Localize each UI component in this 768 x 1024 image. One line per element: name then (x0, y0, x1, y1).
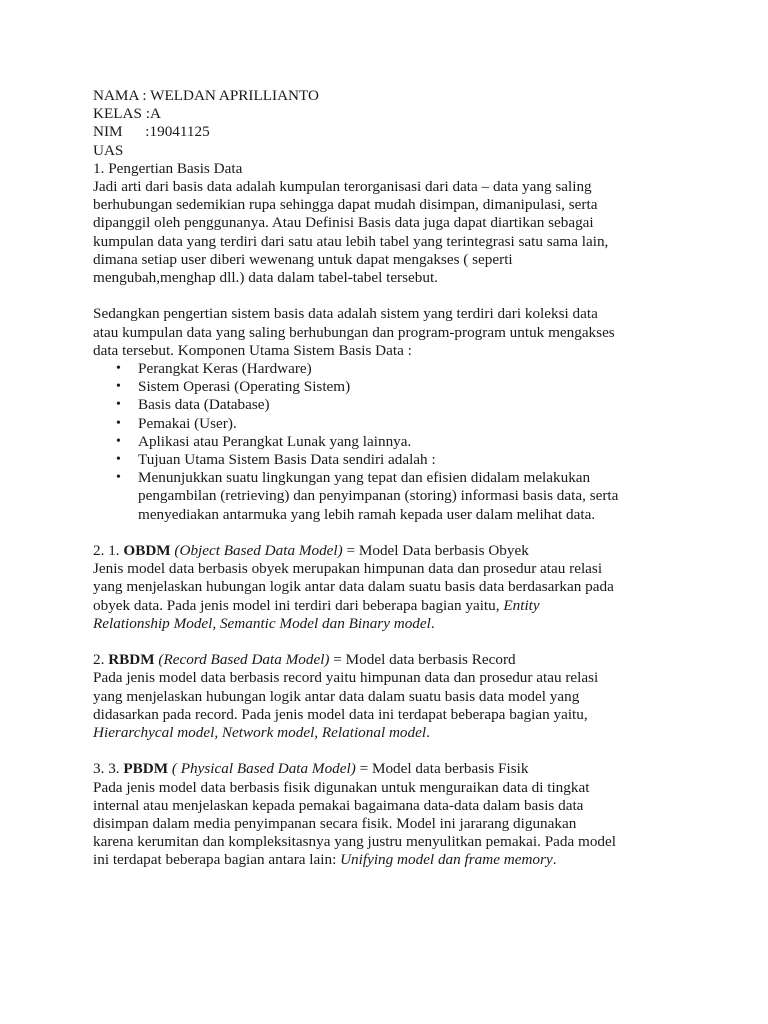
paragraph-line: berhubungan sedemikian rupa sehingga dapat mudah disimpan, dimanipulasi, serta (93, 196, 598, 214)
heading-acronym: RBDM (108, 651, 155, 669)
heading-meaning: = Model data berbasis Record (329, 651, 516, 669)
student-name: NAMA : WELDAN APRILLIANTO (93, 87, 319, 104)
paragraph-line (93, 597, 708, 615)
paragraph-end: . (552, 851, 557, 869)
list-item: • Basis data (Database) (116, 396, 708, 414)
section1-paragraph2 (93, 305, 708, 360)
paragraph-gap (93, 742, 708, 760)
paragraph-italic: Unifying model dan frame memory (340, 851, 553, 869)
heading-expansion: ( Physical Based Data Model) (168, 760, 356, 778)
paragraph-line: dipanggil oleh penggunanya. Atau Definisi Basis data juga dapat diartikan sebagai (93, 214, 594, 232)
heading-meaning: = Model Data berbasis Obyek (342, 542, 529, 560)
paragraph-line: data tersebut. Komponen Utama Sistem Basis Data : (93, 341, 412, 359)
paragraph-line: yang menjelaskan hubungan logik antar data dalam suatu basis data model yang (93, 687, 580, 705)
paragraph-line (93, 615, 708, 633)
list-item: • Tujuan Utama Sistem Basis Data sendiri adalah : (116, 451, 708, 469)
paragraph-line: didasarkan pada record. Pada jenis model data ini terdapat beberapa bagian yaitu, (93, 705, 588, 723)
paragraph-italic: Relationship Model, Semantic Model dan Binary model (93, 614, 431, 632)
heading-prefix: 2. 1. (93, 542, 124, 560)
section1-title: 1. Pengertian Basis Data (93, 159, 243, 177)
heading-acronym: PBDM (123, 760, 169, 778)
heading-expansion: (Record Based Data Model) (154, 651, 330, 669)
paragraph-gap (93, 524, 708, 542)
heading-acronym: OBDM (123, 542, 171, 560)
paragraph-line: mengubah,menghap dll.) data dalam tabel-tabel tersebut. (93, 269, 438, 287)
heading-expansion: (Object Based Data Model) (170, 542, 343, 560)
paragraph-gap (93, 633, 708, 651)
obdm-heading (93, 542, 708, 560)
paragraph-line: disimpan dalam media penyimpanan secara fisik. Model ini jararang digunakan (93, 815, 577, 833)
paragraph-line: karena kerumitan dan kompleksitasnya yang justru menyulitkan pemakai. Pada model (93, 833, 616, 851)
paragraph-line (93, 724, 708, 742)
paragraph-line: Jadi arti dari basis data adalah kumpulan terorganisasi dari data – data yang saling (93, 178, 592, 196)
list-item-goal (116, 469, 708, 524)
rbdm-heading (93, 651, 708, 669)
paragraph-gap (93, 287, 708, 305)
exam-label: UAS (93, 141, 124, 159)
heading-prefix: 2. (93, 651, 109, 669)
list-item: • Sistem Operasi (Operating Sistem) (116, 378, 708, 396)
section-pbdm (93, 760, 708, 869)
section1-paragraph1 (93, 178, 708, 287)
paragraph-line: Jenis model data berbasis obyek merupakan himpunan data dan prosedur atau relasi (93, 560, 603, 578)
student-class: KELAS :A (93, 105, 161, 123)
paragraph-italic: Hierarchycal model, Network model, Relational model (93, 724, 427, 742)
paragraph-line (93, 851, 708, 869)
paragraph-italic: Entity (503, 596, 540, 614)
paragraph-line: yang menjelaskan hubungan logik antar data dalam suatu basis data berdasarkan pada (93, 578, 614, 596)
paragraph-line: internal atau menjelaskan kepada pemakai bagaimana data-data dalam basis data (93, 796, 584, 814)
paragraph-line: kumpulan data yang terdiri dari satu atau lebih tabel yang terintegrasi satu sama lain, (93, 232, 609, 250)
heading-prefix: 3. 3. (93, 760, 124, 778)
paragraph-text: ini terdapat beberapa bagian antara lain: (93, 851, 341, 869)
list-item: • Aplikasi atau Perangkat Lunak yang lainnya. (116, 433, 708, 451)
list-item: • Pemakai (User). (116, 415, 708, 433)
list-item: • Perangkat Keras (Hardware) (116, 360, 708, 378)
goal-line: pengambilan (retrieving) dan penyimpanan (storing) informasi basis data, serta (138, 487, 619, 505)
paragraph-line: Pada jenis model data berbasis fisik digunakan untuk menguraikan data di tingkat (93, 778, 590, 796)
goal-line: menyediakan antarmuka yang lebih ramah kepada user dalam melihat data. (138, 505, 596, 523)
student-nim: NIM :19041125 (93, 123, 210, 141)
paragraph-end: . (430, 614, 435, 632)
paragraph-end: . (426, 724, 430, 742)
section-obdm (93, 542, 708, 633)
paragraph-line: dimana setiap user diberi wewenang untuk dapat mengakses ( seperti (93, 250, 513, 268)
goal-line: • Menunjukkan suatu lingkungan yang tepat dan efisien didalam melakukan (138, 469, 591, 487)
paragraph-line: Pada jenis model data berbasis record yaitu himpunan data dan prosedur atau relasi (93, 669, 599, 687)
paragraph-text: obyek data. Pada jenis model ini terdiri dari beberapa bagian yaitu, (93, 596, 504, 614)
paragraph-line: atau kumpulan data yang saling berhubungan dan program-program untuk mengakses (93, 323, 615, 341)
paragraph-line: Sedangkan pengertian sistem basis data adalah sistem yang terdiri dari koleksi data (93, 305, 598, 323)
heading-meaning: = Model data berbasis Fisik (355, 760, 529, 778)
pbdm-heading (93, 760, 708, 778)
section-rbdm (93, 651, 708, 742)
components-list (93, 360, 708, 524)
